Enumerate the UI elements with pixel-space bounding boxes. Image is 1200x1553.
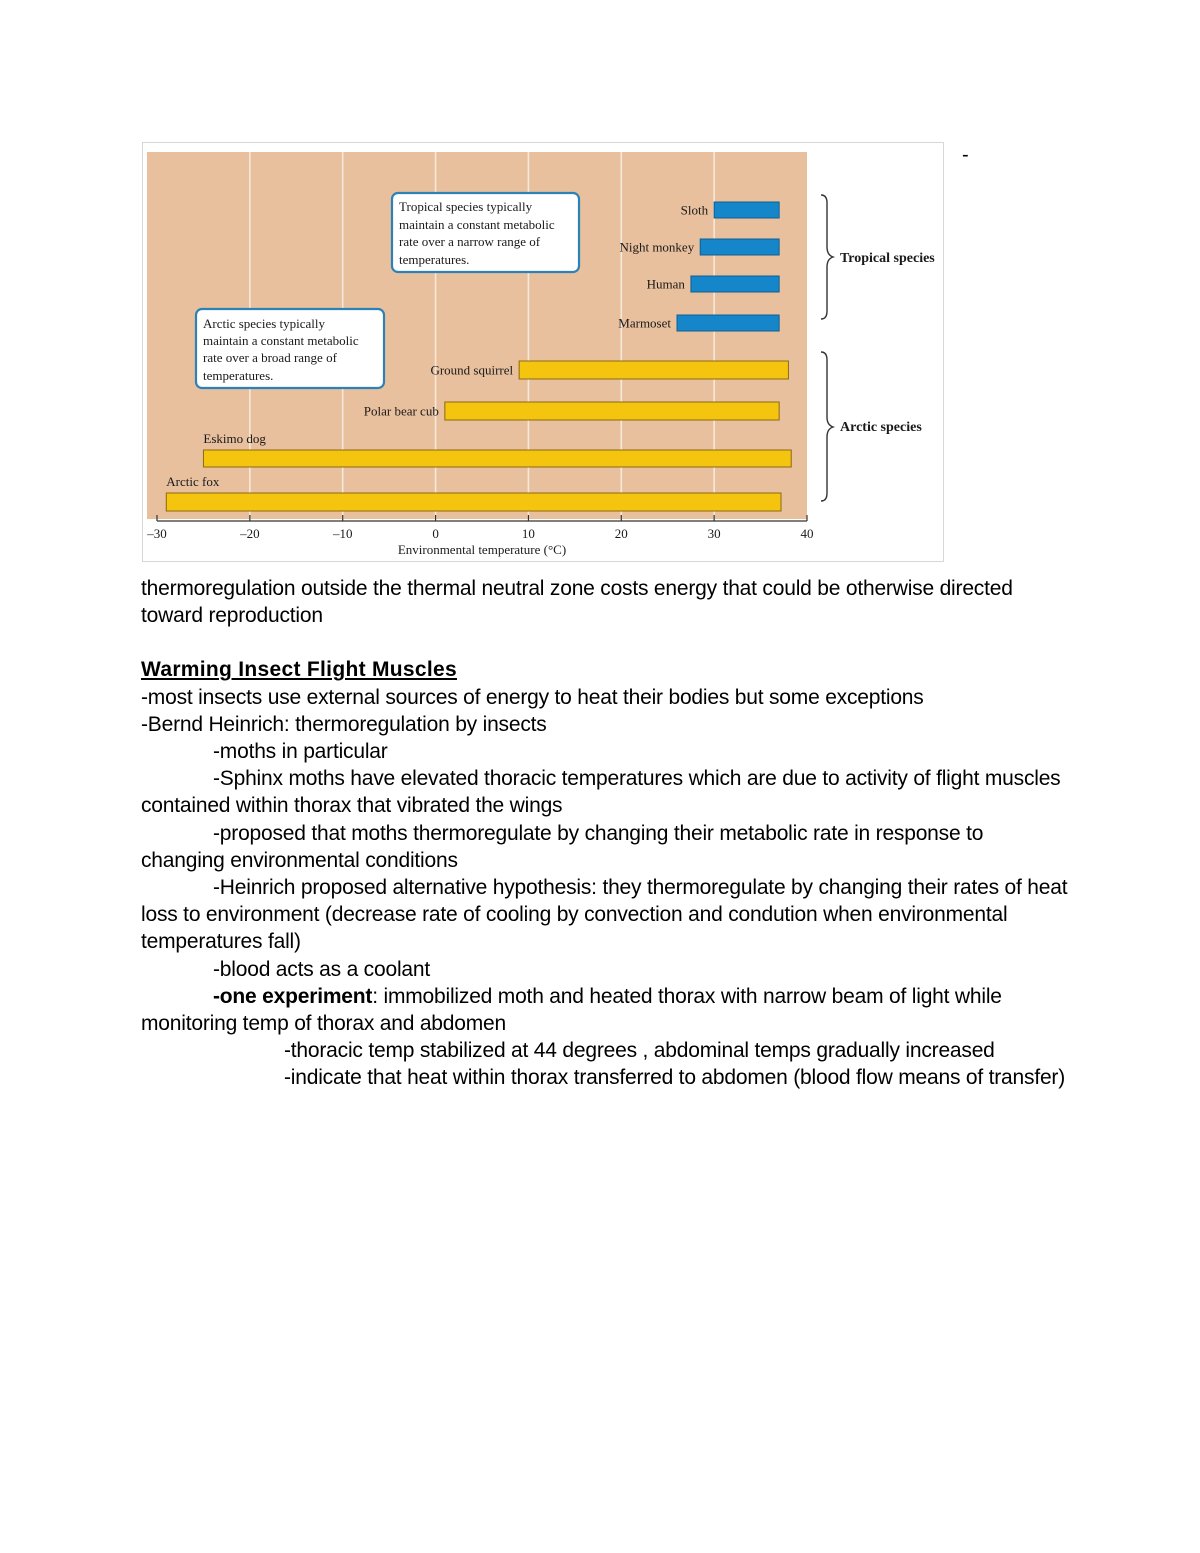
x-tick-label: –30 bbox=[147, 526, 167, 541]
tropical-callout bbox=[392, 193, 579, 272]
arctic-callout-line: temperatures. bbox=[203, 368, 274, 383]
note-line: -proposed that moths thermoregulate by changing their metabolic rate in response to changing environmental conditions bbox=[141, 821, 984, 872]
x-tick-label: 20 bbox=[614, 526, 628, 541]
experiment-text: : immobilized moth and heated thorax with narrow beam of light while monitoring temp of thorax and abdomen bbox=[141, 984, 1002, 1036]
note-line: -Bernd Heinrich: thermoregulation by insects bbox=[141, 712, 547, 736]
note-line: -indicate that heat within thorax transferred to abdomen (blood flow means of transfer) bbox=[284, 1066, 1066, 1090]
temperature-range-chart bbox=[143, 143, 943, 561]
x-tick-label: 40 bbox=[800, 526, 814, 541]
bar-label: Marmoset bbox=[618, 315, 671, 331]
note-line: -blood acts as a coolant bbox=[213, 957, 431, 981]
bar-label: Eskimo dog bbox=[203, 431, 266, 446]
range-bar bbox=[677, 315, 779, 331]
range-bar bbox=[519, 361, 788, 379]
range-bar bbox=[700, 239, 779, 255]
svg-text:rate over a narrow range of bbox=[399, 234, 541, 249]
experiment-label: -one experiment bbox=[213, 984, 373, 1008]
bar-label: Human bbox=[646, 276, 685, 292]
note-line bbox=[141, 983, 1071, 1037]
bar-label: Sloth bbox=[680, 202, 709, 218]
note-line: -Heinrich proposed alternative hypothesis: they thermoregulate by changing their rates of heat loss to environment (decrease rate of cooling by convection and condution when environmental temperatures fall) bbox=[141, 876, 1068, 954]
paragraph: thermoregulation outside the thermal neutral zone costs energy that could be otherwise directed toward reproduction bbox=[141, 577, 1013, 628]
tropical-callout-line: temperatures. bbox=[399, 252, 470, 267]
x-tick-label: 30 bbox=[707, 526, 721, 541]
note-line: -thoracic temp stabilized at 44 degrees , abdominal temps gradually increased bbox=[284, 1039, 995, 1063]
svg-text:Tropical species bbox=[840, 251, 935, 266]
x-tick-label: –10 bbox=[332, 526, 353, 541]
range-bar bbox=[203, 450, 791, 467]
note-line: -most insects use external sources of energy to heat their bodies but some exceptions bbox=[141, 685, 924, 709]
arctic-callout-line: rate over a broad range of bbox=[203, 350, 337, 365]
thermal-range-figure bbox=[142, 142, 944, 562]
tropical-group-label: Tropical species bbox=[840, 251, 935, 266]
x-tick-label: –20 bbox=[240, 526, 260, 541]
x-tick-label: 10 bbox=[521, 526, 535, 541]
x-tick-label: 0 bbox=[432, 526, 439, 541]
tropical-callout-line: maintain a constant metabolic bbox=[399, 217, 555, 232]
document-body bbox=[141, 575, 1071, 1092]
section-heading: Warming Insect Flight Muscles bbox=[141, 658, 457, 682]
range-bar bbox=[166, 493, 781, 511]
arctic-callout bbox=[196, 309, 384, 388]
range-bar bbox=[445, 402, 779, 420]
svg-text:Tropical species typically bbox=[399, 199, 533, 214]
stray-dash: - bbox=[962, 144, 969, 166]
arctic-callout-line: Arctic species typically bbox=[203, 316, 326, 331]
svg-text:Arctic species typically bbox=[203, 316, 326, 331]
arctic-brace bbox=[821, 352, 833, 501]
svg-text:rate over a broad range of bbox=[203, 350, 338, 365]
spacer bbox=[141, 629, 1071, 656]
x-axis-label: Environmental temperature (°C) bbox=[397, 542, 567, 557]
tropical-callout-line: rate over a narrow range of bbox=[399, 234, 541, 249]
tropical-callout-line: Tropical species typically bbox=[399, 199, 533, 214]
arctic-callout-line: maintain a constant metabolic bbox=[203, 333, 359, 348]
svg-text:temperatures. bbox=[203, 368, 273, 383]
bar-label: Ground squirrel bbox=[430, 362, 514, 378]
svg-text:temperatures. bbox=[399, 252, 469, 267]
svg-text:maintain a constant metabolic bbox=[399, 217, 555, 232]
svg-text:Environmental temperature (°C) bbox=[398, 542, 566, 557]
note-line: -Sphinx moths have elevated thoracic temperatures which are due to activity of flight muscles contained within thorax that vibrated the wings bbox=[141, 767, 1061, 818]
arctic-group-label: Arctic species bbox=[840, 420, 922, 435]
range-bar bbox=[691, 276, 779, 292]
svg-text:maintain a constant metabolic bbox=[203, 333, 359, 348]
bar-label: Night monkey bbox=[619, 239, 695, 255]
bar-label: Polar bear cub bbox=[363, 403, 439, 419]
tropical-brace bbox=[821, 195, 833, 319]
note-line: -moths in particular bbox=[213, 740, 388, 764]
bar-label: Arctic fox bbox=[166, 474, 220, 489]
range-bar bbox=[714, 202, 779, 218]
svg-text:Arctic species bbox=[840, 420, 922, 435]
